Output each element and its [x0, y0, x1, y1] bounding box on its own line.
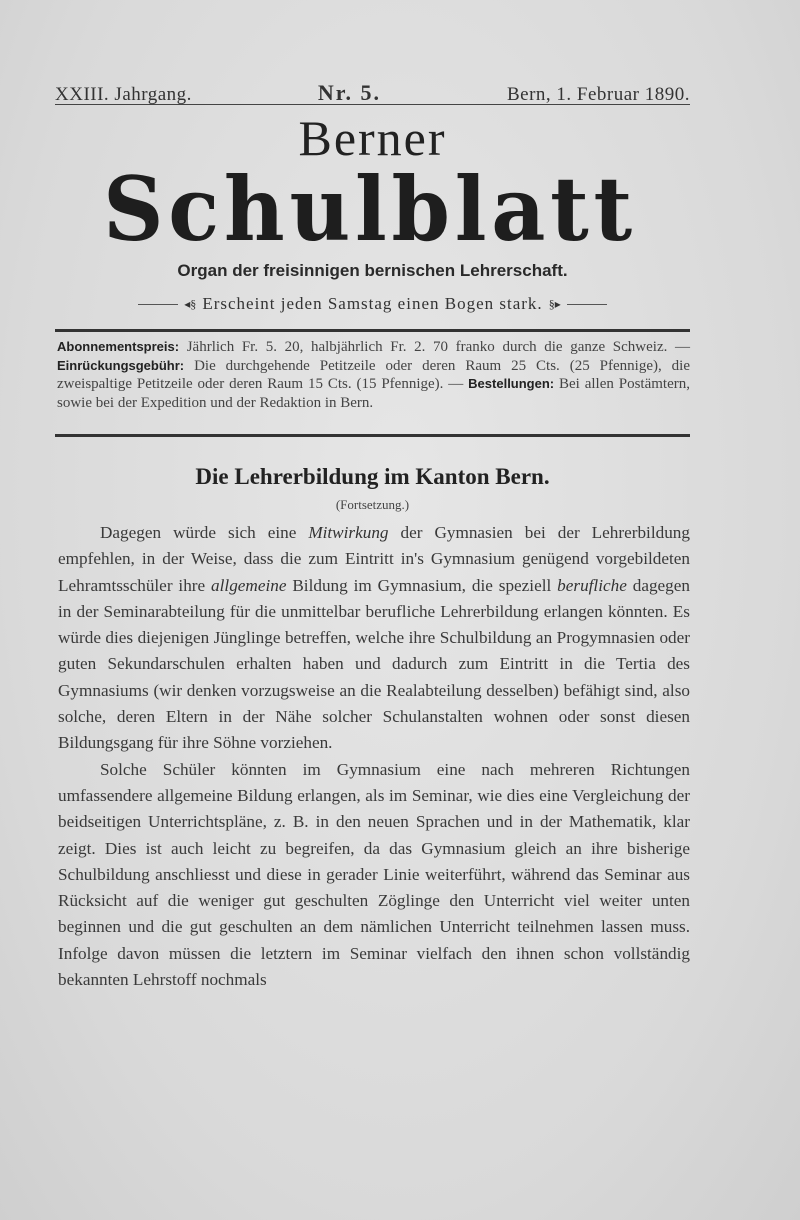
issue-date: Bern, 1. Februar 1890.: [506, 84, 690, 105]
best-label: Bestellungen:: [468, 376, 555, 391]
paragraph-1: [58, 520, 690, 757]
subscription-bottom-rule: [55, 434, 690, 437]
masthead-rule: [55, 104, 690, 105]
p1-emphasis-2: allgemeine: [211, 575, 287, 595]
organ-subtitle: Organ der freisinnigen bernischen Lehrerschaft.: [177, 261, 568, 280]
p1-text-d: dagegen in der Seminarabteilung für die unmittelbar berufliche Lehrerbildung erlangen könnten. Es würde dies diejenigen Jünglinge betreffen, welche ihre Schulbildung an Progymnasien oder guten Sekundarschulen erhalten haben und dadurch zum Eintritt in die Tertia des Gymnasiums (wir denken vorzugsweise an die Realabteilung desselben) befähigt sind, also solche, deren Eltern in der Nähe solcher Schulanstalten wohnen oder sonst diesen Bildungsgang für ihre Söhne vorziehen.: [58, 575, 690, 753]
publication-frequency: [55, 294, 690, 314]
ein-label: Einrückungsgebühr:: [57, 357, 185, 373]
abo-label: Abonnementspreis:: [57, 339, 180, 354]
article-subtitle: (Fortsetzung.): [335, 497, 410, 512]
volume-label: XXIII. Jahrgang.: [55, 84, 192, 105]
title-berner: Berner: [298, 110, 447, 166]
article-title: Die Lehrerbildung im Kanton Bern.: [195, 464, 550, 489]
p1-text-c: Bildung im Gymnasium, die speziell: [286, 575, 558, 595]
issue-number: Nr. 5.: [317, 80, 382, 105]
right-ornament-line: [567, 304, 607, 305]
abo-text: Jährlich Fr. 5. 20, halbjährlich Fr. 2. 70 franko durch die ganze Schweiz. —: [179, 339, 690, 355]
masthead-info-row: [55, 80, 690, 106]
left-ornament-icon: ◂§: [184, 297, 197, 311]
best-text: Bei allen Postämtern, sowie bei der Expedition und der Redaktion in Bern.: [57, 376, 690, 411]
ein-text: Die durchgehende Petitzeile oder deren Raum 25 Cts. (25 Pfennige), die zweispaltige Petitzeile oder deren Raum 15 Cts. (15 Pfennige). —: [57, 357, 690, 392]
subscription-top-rule: [55, 329, 690, 332]
title-schulblatt: Schulblatt: [103, 157, 637, 261]
p1-text-a: Dagegen würde sich eine: [100, 523, 309, 542]
left-ornament-line: [138, 304, 178, 305]
article-body: [58, 520, 690, 993]
p1-text-b: der Gymnasien bei der Lehrerbildung empfehlen, in der Weise, dass die zum Eintritt in's Gymnasium genügend vorgebildeten Lehramtsschüler ihre: [58, 523, 690, 595]
frequency-text: Erscheint jeden Samstag einen Bogen stark.: [202, 294, 543, 313]
p1-emphasis-1: Mitwirkung: [308, 523, 389, 542]
paragraph-2: Solche Schüler könnten im Gymnasium eine nach mehreren Richtungen umfassendere allgemeine Bildung erlangen, als im Seminar, wie dies eine Vergleichung der beidseitigen Unterrichtspläne, z. B. in den neuen Sprachen und in der Mathematik, klar zeigt. Dies ist auch leicht zu begreifen, da das Gymnasium gleich an ihre bisherige Schulbildung anschliesst und diese in gerader Linie weiterführt, während das Seminar aus Rücksicht auf die weniger gut geschulten Zöglinge den Unterricht viel weiter unten beginnen und die gut geschulten an dem nämlichen Unterricht teilnehmen lassen muss. Infolge davon müssen die letztern im Seminar vielfach den ihnen schon vollständig bekannten Lehrstoff nochmals: [58, 759, 690, 990]
right-ornament-icon: §▸: [548, 297, 561, 311]
subscription-info: [57, 338, 690, 412]
p1-emphasis-3: berufliche: [557, 575, 627, 595]
